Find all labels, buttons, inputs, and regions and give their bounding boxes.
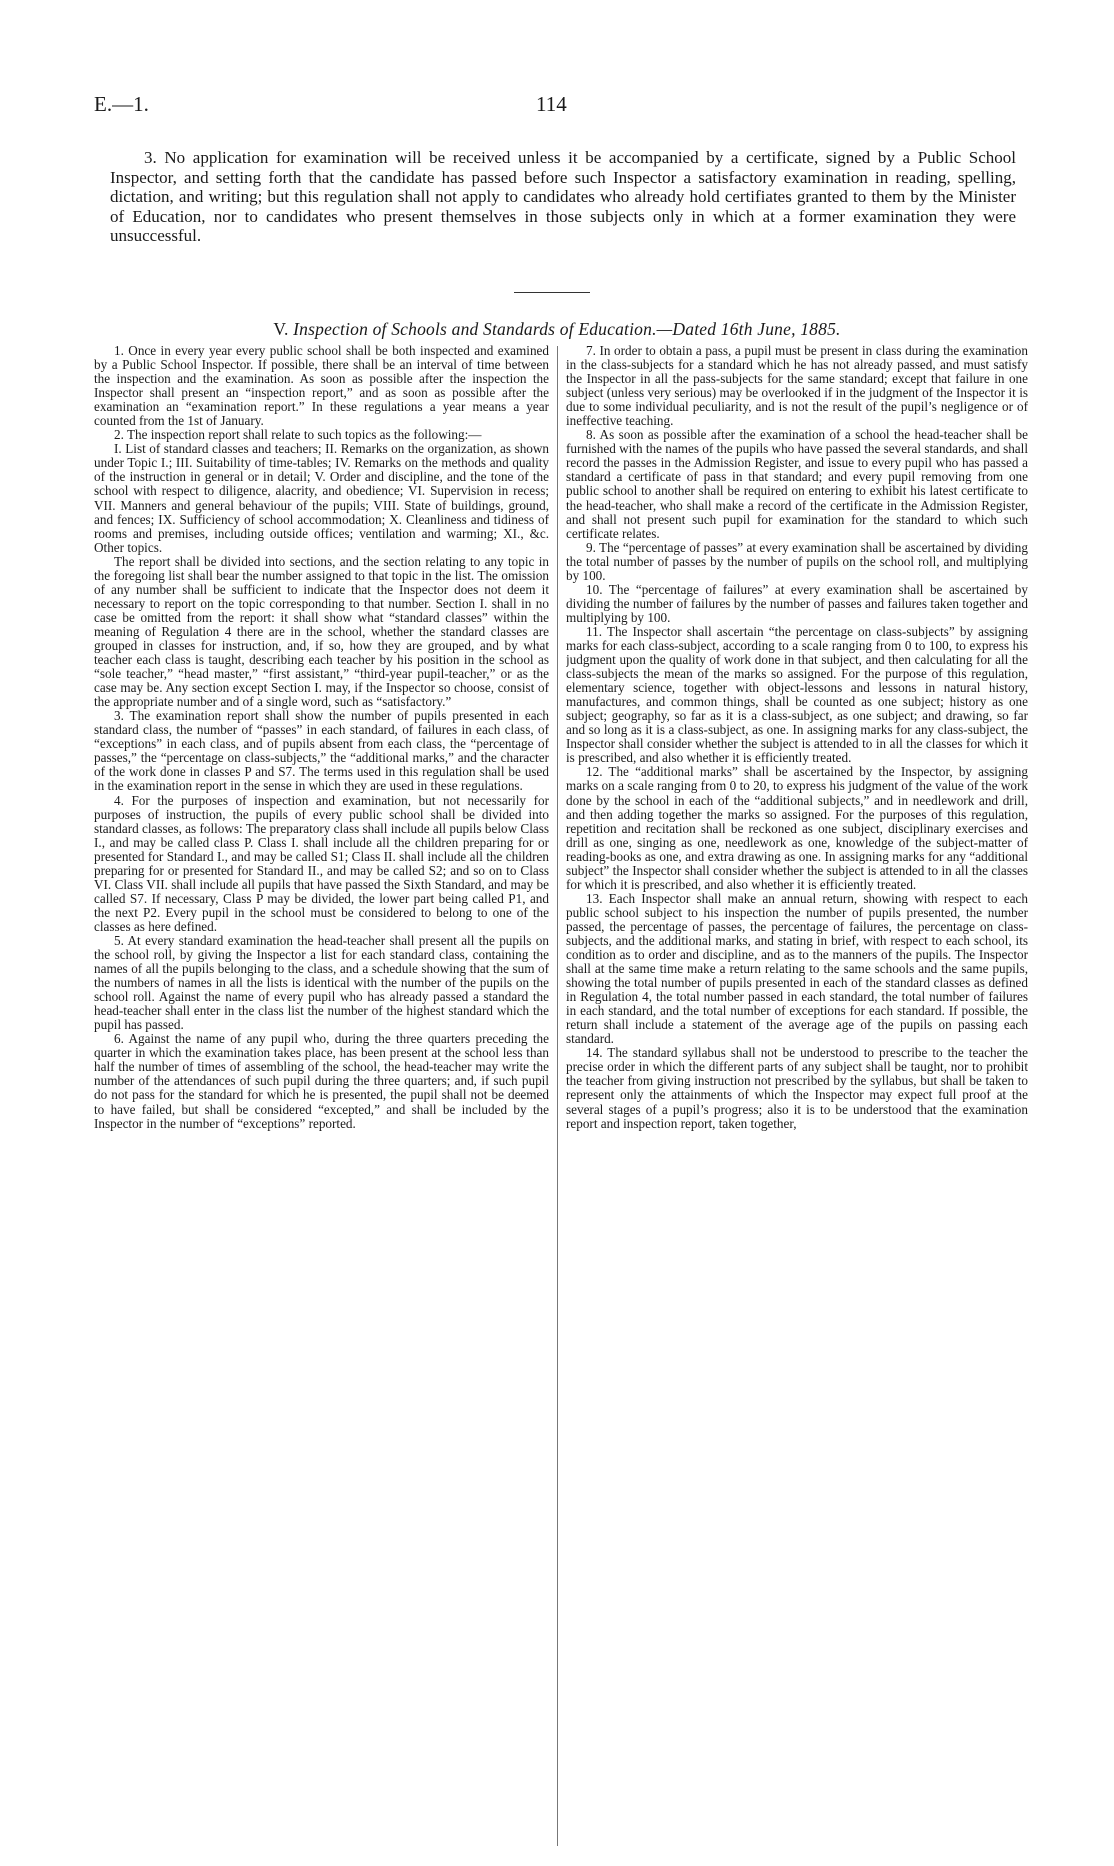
- regulation-2-topics: I. List of standard classes and teachers; II. Remarks on the organization, as shown under Topic I.; III. Suitability of time-tables; IV. Remarks on the methods and quality of the instruction in general or in detail; V. Order and discipline, and the tone of the school with respect to diligence, alacrity, and obedience; VI. Supervision in recess; VII. Manners and general behaviour of the pupils; VIII. State of buildings, ground, and fences; IX. Sufficiency of school accommodation; X. Cleanliness and tidiness of rooms and premises, including outside offices; ventilation and warming; XI., &c. Other topics.: [94, 441, 549, 555]
- section-title-text: Inspection of Schools and Standards of Education.—Dated 16th June, 1885.: [293, 319, 841, 339]
- regulation-3: 3. The examination report shall show the number of pupils presented in each standard class, the number of “passes” in each standard, of failures in each class, of “exceptions” in each class, and of pupils absent from each class, the “percentage of passes,” the “percentage on class-subjects,” the “additional marks,” and the character of the work done in classes P and S7. The terms used in this regulation shall be used in the examination report in the sense in which they are used in these regulations.: [94, 708, 549, 794]
- regulation-5: 5. At every standard examination the head-teacher shall present all the pupils on the school roll, by giving the Inspector a list for each standard class, containing the names of all the pupils belonging to the class, and a schedule showing that the sum of the numbers of names in all the lists is identical with the number of the pupils on the school roll. Against the name of every pupil who has already passed a standard the head-teacher shall enter in the class list the number of the highest standard which the pupil has passed.: [94, 932, 549, 1033]
- regulation-4: 4. For the purposes of inspection and examination, but not necessarily for purposes of instruction, the pupils of every public school shall be divided into standard classes, as follows: The preparatory class shall include all pupils below Class I., and may be called class P. Class I. shall include all the children preparing for or presented for Standard I., and may be called S1; Class II. shall include all the children preparing for or presented for Standard II., and may be called S2; and so on to Class VI. Class VII. shall include all pupils that have passed the Sixth Standard, and may be called S7. If necessary, Class P may be divided, the lower part being called P1, and the next P2. Every pupil in the school must be considered to belong to one of the classes as here defined.: [94, 792, 549, 934]
- intro-paragraph: 3. No application for examination will be received unless it be accompanied by a certificate, signed by a Public School Inspector, and setting forth that the candidate has passed before such Inspector a satisfactory examination in reading, spelling, dictation, and writing; but this regulation shall not apply to candidates who already hold certifiates granted to them by the Minister of Education, nor to candidates who present themselves in those subjects only in which at a former examination they were unsuccessful.: [110, 148, 1016, 245]
- section-divider-rule: [514, 292, 590, 293]
- regulation-2-report: The report shall be divided into sections, and the section relating to any topic in the foregoing list shall bear the number assigned to that topic in the list. The omission of any number shall be sufficient to indicate that the Inspector does not deem it necessary to report on the topic corresponding to that number. Section I. shall in no case be omitted from the report: it shall show what “standard classes” within the meaning of Regulation 4 there are in the school, whether the standard classes are grouped in classes for instruction, and, if so, how they are grouped, and by what teacher each class is taught, describing each teacher by his position in the school as “sole teacher,” “head master,” “first assistant,” “third-year pupil-teacher,” or as the case may be. Any section except Section I. may, if the Inspector so choose, consist of the appropriate number and of a single word, such as “satisfactory.”: [94, 553, 549, 710]
- right-column: [566, 344, 1028, 1850]
- column-divider: [557, 346, 558, 1846]
- regulation-2: 2. The inspection report shall relate to such topics as the following:—: [114, 427, 482, 443]
- section-title: [0, 319, 1114, 340]
- regulation-9: 9. The “percentage of passes” at every examination shall be ascertained by dividing the total number of passes by the number of pupils on the school roll, and multiplying by 100.: [566, 539, 1028, 583]
- regulation-12: 12. The “additional marks” shall be ascertained by the Inspector, by assigning marks on a scale ranging from 0 to 20, to express his judgment of the value of the work done by the school in each of the “additional subjects,” and in needlework and drill, and then adding together the marks so assigned. For the purposes of this regulation, repetition and recitation shall be reckoned as one subject, disciplinary exercises and drill as one, singing as one, needlework as one, knowledge of the subject-matter of reading-books as one, and extra drawing as one. In assigning marks for any “additional subject” the Inspector shall consider whether the subject is attended to in all the classes for which it is prescribed, and also whether it is efficiently treated.: [566, 764, 1028, 892]
- regulation-10: 10. The “percentage of failures” at every examination shall be ascertained by dividing the number of failures by the number of passes and failures taken together and multiplying by 100.: [566, 581, 1028, 625]
- page-header-code: E.—1.: [94, 92, 149, 116]
- regulation-7: 7. In order to obtain a pass, a pupil must be present in class during the examination in the class-subjects for a standard which he has not already passed, and must satisfy the Inspector in all the pass-subjects for the same standard; except that failure in one subject (unless very serious) may be overlooked if in the judgment of the Inspector it is due to some individual peculiarity, and is not the result of the pupil’s negligence or of ineffective teaching.: [566, 344, 1028, 429]
- page-number: 114: [536, 92, 567, 116]
- left-column: [94, 344, 549, 1850]
- regulation-11: 11. The Inspector shall ascertain “the percentage on class-subjects” by assigning marks for each class-subject, according to a scale ranging from 0 to 100, to express his judgment upon the quality of work done in that subject, and then calculating for all the class-subjects the mean of the marks so assigned. For the purpose of this regulation, elementary science, together with object-lessons and lessons in natural history, manufactures, and common things, shall be counted as one subject; history as one subject; geography, so far as it is a class-subject, as one subject; and drawing, so far and so long as it is a class-subject, as one. In assigning marks for any class-subject, the Inspector shall consider whether the subject is attended to in all the classes for which it is prescribed, and also whether it is efficiently treated.: [566, 623, 1028, 766]
- regulation-1: 1. Once in every year every public school shall be both inspected and examined by a Public School Inspector. If possible, there shall be an interval of time between the inspection and the examination. As soon as possible after the inspection the Inspector shall present an “inspection report,” and as soon as possible after the examination an “examination report.” In these regulations a year means a year counted from the 1st of January.: [94, 344, 549, 429]
- regulation-6: 6. Against the name of any pupil who, during the three quarters preceding the quarter in which the examination takes place, has been present at the school less than half the number of times of assembling of the school, the head-teacher may write the number of the attendances of such pupil during the three quarters; and, if such pupil do not pass for the standard for which he is presented, the pupil shall not be deemed to have failed, but shall be considered “excepted,” and shall be included by the Inspector in the number of “exceptions” reported.: [94, 1031, 549, 1131]
- regulation-13: 13. Each Inspector shall make an annual return, showing with respect to each public school subject to his inspection the number of pupils presented, the number passed, the percentage of passes, the percentage of failures, the percentage on class-subjects, and the additional marks, and stating in brief, with respect to each school, its condition as to order and discipline, and as to the manners of the pupils. The Inspector shall at the same time make a return relating to the same schools and the same pupils, showing the total number of pupils presented in each of the standard classes as defined in Regulation 4, the total number passed in each standard, the total number of failures in each standard, and the total number of exceptions for each standard. If possible, the return shall include a statement of the average age of the pupils on passing each standard.: [566, 890, 1028, 1047]
- section-number: V.: [273, 319, 289, 339]
- regulation-14: 14. The standard syllabus shall not be understood to prescribe to the teacher the precise order in which the different parts of any subject shall be taught, nor to prohibit the teacher from giving instruction not prescribed by the syllabus, but shall be taken to represent only the attainments of which the Inspector may expect full proof at the several stages of a pupil’s progress; also it is to be understood that the examination report and inspection report, taken together,: [566, 1045, 1028, 1131]
- regulation-8: 8. As soon as possible after the examination of a school the head-teacher shall be furnished with the names of the pupils who have passed the several standards, and shall record the passes in the Admission Register, and issue to every pupil who has passed a standard a certificate of pass in that standard; and every pupil removing from one public school to another shall be required on entering to exhibit his latest certificate to the head-teacher, who shall make a record of the certificate in the Admission Register, and shall not present such pupil for examination for the standard to which such certificate relates.: [566, 427, 1028, 541]
